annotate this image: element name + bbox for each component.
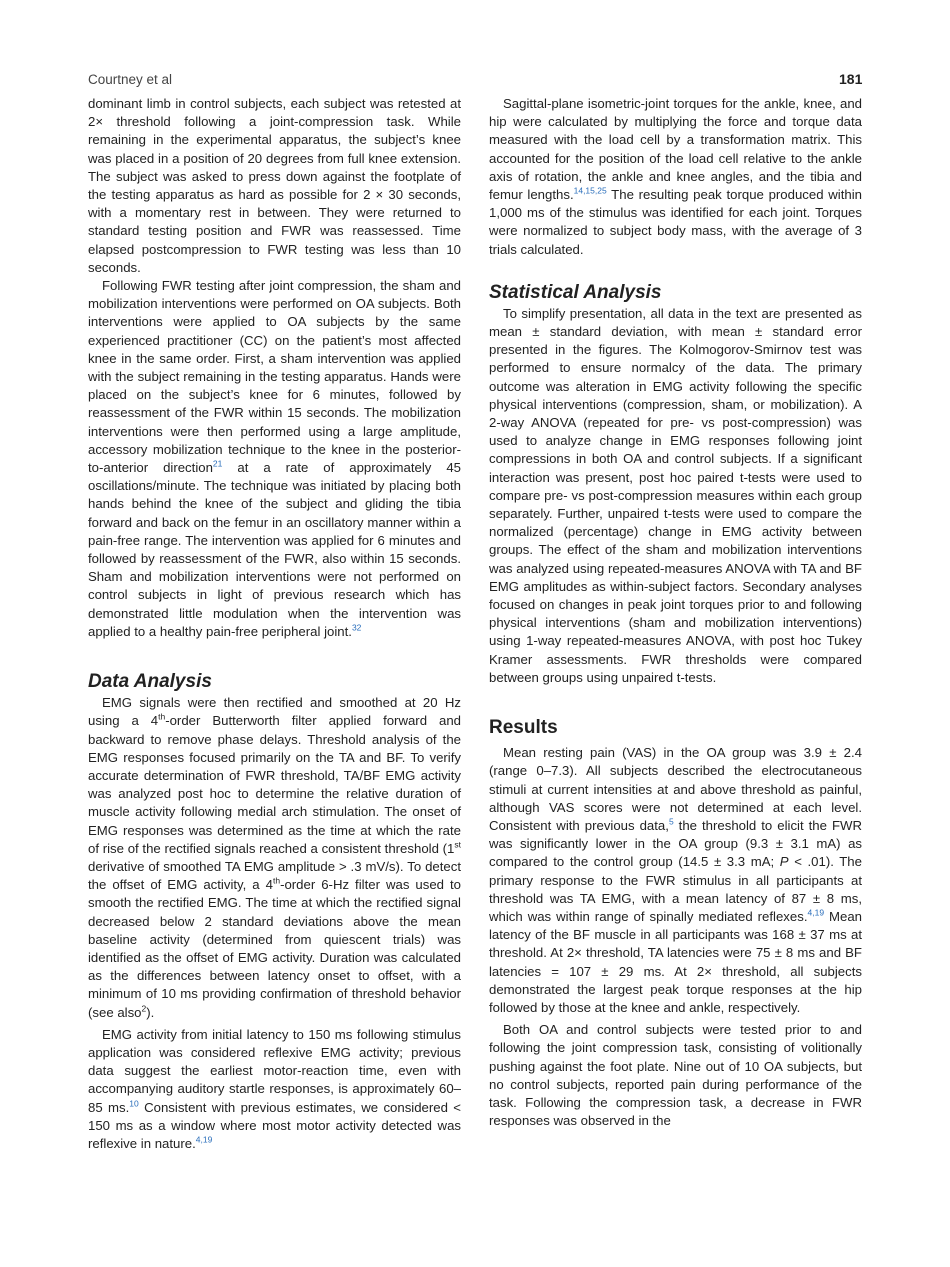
citation-link[interactable]: 14,15,25 — [573, 185, 607, 196]
paragraph-results-compression: Both OA and control subjects were tested prior to and following the joint compression task, consisting of volitionally pushing against the foot plate. Nine out of 10 OA subjects, but no control subjects, reported pain during performance of the task. Following the compression task, a decrease in FWR responses was observed in the — [489, 1022, 862, 1129]
citation-link[interactable]: 5 — [668, 816, 674, 827]
right-column — [489, 95, 862, 1130]
citation-link[interactable]: 32 — [351, 622, 362, 633]
running-header-author: Courtney et al — [88, 72, 173, 87]
paragraph-emg-signals: EMG signals were then rectified and smoothed at 20 Hz using a 4th-order Butterworth filter applied forward and backward to remove phase delays. Threshold analysis of the EMG responses focused primarily on the TA and BF. To verify accurate determination of FWR threshold, TA/BF EMG activity was analyzed post hoc to determine the relative duration of muscle activity following medial arch stimulation. The onset of EMG responses was determined as the time at which the rate of rise of the rectified signals reached a consistent threshold (1st derivative of smoothed TA EMG amplitude > .3 mV/s). To detect the offset of EMG activity, a 4th-order 6-Hz filter was used to smooth the rectified EMG. The time at which the rectified signal decreased below 2 standard deviations above the mean baseline activity (determined from quiescent trials) was identified as the offset of EMG activity. Duration was calculated as the differences between latency onset to offset, with a minimum of 10 ms providing confirmation of threshold behavior (see also$^2$). — [88, 695, 461, 1020]
section-heading-statistical-analysis: Statistical Analysis — [489, 281, 662, 303]
citation-link[interactable]: 4,19 — [807, 907, 825, 918]
paragraph-emg-activity: EMG activity from initial latency to 150 ms following stimulus application was considered reflexive EMG activity; previous data suggest the earliest motor-reaction time, even with accompanying auditory startle responses, is approximately 60–85 ms.$^{10}$ Consistent with previous estimates, we considered < 150 ms as a window where most motor activity detected was reflexive in nature.$^{4,19}$ — [88, 1026, 462, 1151]
citation-link[interactable]: 21 — [212, 458, 223, 469]
paragraph-statistics: To simplify presentation, all data in the text are presented as mean ± standard deviation, with mean ± standard error presented in the figures. The Kolmogorov-Smirnov test was performed to ensure normalcy of the data. The primary outcome was alteration in EMG activity following the specific physical interventions (compression, sham, or mobilization). A 2-way ANOVA (repeated for pre- vs post-compression) was used to analyze change in EMG responses following joint compressions in both OA and control subjects. If a significant interaction was present, post hoc paired t-tests were used to compare pre- vs post-compression measures within each group separately. Further, unpaired t-tests were used to compare the normalized (percentage) change in EMG activity between groups. The effect of the sham and mobilization interventions was analyzed using repeated-measures ANOVA with TA and BF EMG amplitudes as within-subject factors. Secondary analyses focused on changes in peak joint torques prior to and following physical interventions (sham and mobilization interventions) using 1-way repeated-measures ANOVA, with post hoc Tukey Kramer assessments. FWR thresholds were compared between groups using unpaired t-tests. — [489, 305, 862, 685]
citation-link[interactable]: 2 — [141, 1003, 147, 1014]
paragraph-results-pain: Mean resting pain (VAS) in the OA group was 3.9 ± 2.4 (range 0–7.3). All subjects described the electrocutaneous stimuli at current intensities at and above threshold as painful, although VAS scores were not determined at each level. Consistent with previous data,$^5$ the threshold to elicit the FWR was significantly lower in the OA group (9.3 ± 3.1 mA) as compared to the control group (14.5 ± 3.3 mA; P < .01). The primary response to the FWR stimulus in all participants at threshold was TA EMG, with a mean latency of 87 ± 8 ms, which was within range of spinally mediated reflexes.$^{4,19}$ Mean latency of the BF muscle in all participants was 168 ± 37 ms at threshold. At 2× threshold, TA latencies were 75 ± 8 ms and BF latencies = 107 ± 29 ms. At 2× threshold, all subjects demonstrated the largest peak torque responses at the hip followed by those at the knee and ankle, respectively. — [489, 745, 863, 1015]
citation-link[interactable]: 4,19 — [195, 1134, 213, 1145]
citation-link[interactable]: 10 — [129, 1098, 139, 1109]
paragraph-torques: Sagittal-plane isometric-joint torques for the ankle, knee, and hip were calculated by multiplying the force and torque data measured with the load cell by a transformation matrix. This accounted for the position of the load cell relative to the ankle axis of rotation, the ankle and knee angles, and the tibia and femur lengths.$^{14,15,25}$ The resulting peak torque produced within 1,000 ms of the stimulus was identified for each joint. Torques were normalized to subject body mass, with the average of 3 trials calculated. — [489, 96, 862, 257]
left-column — [88, 95, 461, 1153]
section-heading-results: Results — [489, 717, 558, 739]
paragraph-continued: dominant limb in control subjects, each subject was retested at 2× threshold following a joint-compression task. While remaining in the experimental apparatus, the subject’s knee was placed in a position of 20 degrees from full knee extension. The subject was asked to press down against the footplate of the testing apparatus as hard as possible for 2 × 30 seconds, with a momentary rest in between. They were returned to standard testing position and FWR was reassessed. Time elapsed postcompression to FWR testing was less than 10 seconds. — [88, 96, 461, 275]
paragraph-interventions: Following FWR testing after joint compression, the sham and mobilization interventions were performed on OA subjects. Both interventions were applied to OA subjects by the same experienced practitioner (CC) on the patient’s most affected knee in the same order. First, a sham intervention was applied with the subject remaining in the testing apparatus. Hands were placed on the subject’s knee for 6 minutes, followed by reassessment of the FWR within 15 seconds. The mobilization interventions were then performed using a large amplitude, accessory mobilization technique to the knee in the posterior-to-anterior direction$^{21}$ at a rate of approximately 45 oscillations/minute. The technique was initiated by placing both hands behind the knee of the subject and gliding the tibia forward and back on the femur in an oscillatory manner within a pain-free range. The intervention was applied for 6 minutes and followed by reassessment of the FWR, also within 15 seconds. Sham and mobilization interventions were not performed on control subjects in light of previous research which has demonstrated little modulation when the intervention was applied to a healthy pain-free peripheral joint.$^{32}$ — [88, 278, 461, 639]
section-heading-data-analysis: Data Analysis — [88, 671, 212, 693]
page-number: 181 — [839, 71, 863, 87]
